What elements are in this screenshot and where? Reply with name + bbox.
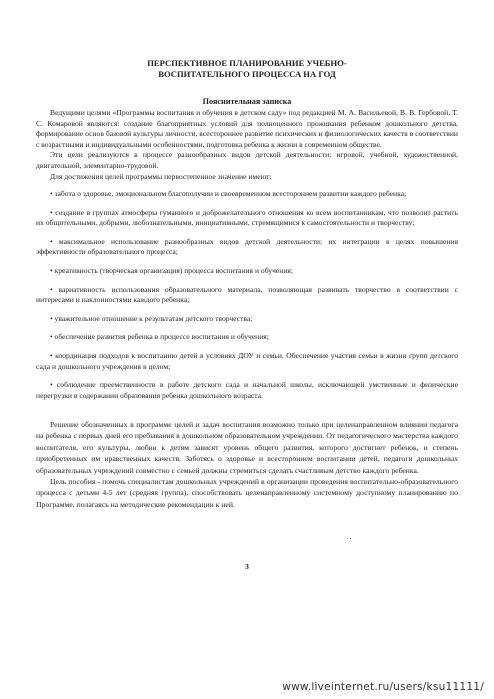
watermark-url: www.liveinternet.ru/users/ksu11111/ bbox=[282, 681, 484, 693]
document-title-line1: ПЕРСПЕКТИВНОЕ ПЛАНИРОВАНИЕ УЧЕБНО- bbox=[147, 58, 347, 68]
list-item: • соблюдение преемственности в работе детского сада и начальной школы, исключающей умственные и физические перегрузки в содержании образования ребенка дошкольного возраста. bbox=[36, 380, 458, 400]
list-item: • максимальное использование разнообразных видов детской деятельности; их интеграции в целях повышения эффективности образовательного процесса; bbox=[36, 236, 458, 257]
list-item: • обеспечение развития ребенка в процессе воспитания и обучения; bbox=[50, 332, 269, 342]
stray-mark bbox=[350, 538, 351, 539]
intro-paragraph: Для достижения целей программы первостепенное значение имеют: bbox=[50, 171, 272, 181]
intro-paragraph: Эти цели реализуются в процессе разнообразных видов детской деятельности: игровой, учебной, художественной, двигательной, элементарно-трудовой. bbox=[36, 150, 458, 170]
list-item: • создание в группах атмосферы гуманного и доброжелательного отношения ко всем воспитанникам, что позволит растить их общительными, добрыми, любознательными, инициативными, стремящимися к самостоятельности и творчеству; bbox=[36, 207, 458, 228]
list-item: • координация подходов к воспитанию детей в условиях ДОУ и семьи. Обеспечение участия семьи в жизни групп детского сада и дошкольного учреждения в целом; bbox=[36, 350, 458, 371]
section-subtitle: Пояснительная записка bbox=[202, 97, 292, 106]
list-item: • забота о здоровье, эмоциональном благополучии и своевременном всестороннем развитии каждого ребенка; bbox=[50, 189, 407, 198]
list-item: • креативность (творческая организация) процесса воспитания и обучения; bbox=[50, 265, 293, 275]
goals-list bbox=[36, 189, 458, 401]
closing-paragraph: Цель пособия - помочь специалистам дошкольных учреждений в организации проведения воспитательно-образовательного процесса с детьми 4-5 лет (средняя группа), способствовать целенаправленному системному доступному планированию по Программе, полагаясь на методические рекомендации к ней. bbox=[36, 477, 458, 509]
page-number: 3 bbox=[245, 562, 249, 571]
list-item: • вариативность использования образовательного материала, позволяющая развивать творчество в соответствии с интересами и наклонностями каждого ребенка; bbox=[36, 284, 458, 305]
list-item: • уважительное отношение к результатам детского творчества; bbox=[50, 313, 253, 323]
intro-paragraph: Ведущими целями «Программы воспитания и обучения в детском саду» под редакцией М. А. Васильевой, В. В. Гербовой, Т. С. Комаровой являются: создание благоприятных условий для полноценного проживания ребенком дошкольного детства, формирование основ базовой культуры личности, всестороннее развитие психических и физиологических качеств в соответствии с возрастными и индивидуальными особенностями, подготовка ребенка к жизни в современном обществе. bbox=[36, 108, 458, 149]
intro-section bbox=[36, 108, 458, 182]
closing-paragraph: Решение обозначенных в программе целей и задач воспитания возможно только при целенаправленном влиянии педагога на ребенка с первых дней его пребывания в дошкольном образовательном учреждении. От педагогического мастерства каждого воспитателя, его культуры, любви к детям зависят уровень общего развития, которого достигнет ребенок, и степень приобретенных им нравственных качеств. Заботясь о здоровье и всестороннем воспитании детей, педагоги дошкольных образовательных учреждений совместно с семьей должны стремиться сделать счастливым детство каждого ребенка. bbox=[36, 420, 458, 475]
closing-section bbox=[36, 419, 458, 510]
document-title-line2: ВОСПИТАТЕЛЬНОГО ПРОЦЕССА НА ГОД bbox=[158, 69, 336, 79]
